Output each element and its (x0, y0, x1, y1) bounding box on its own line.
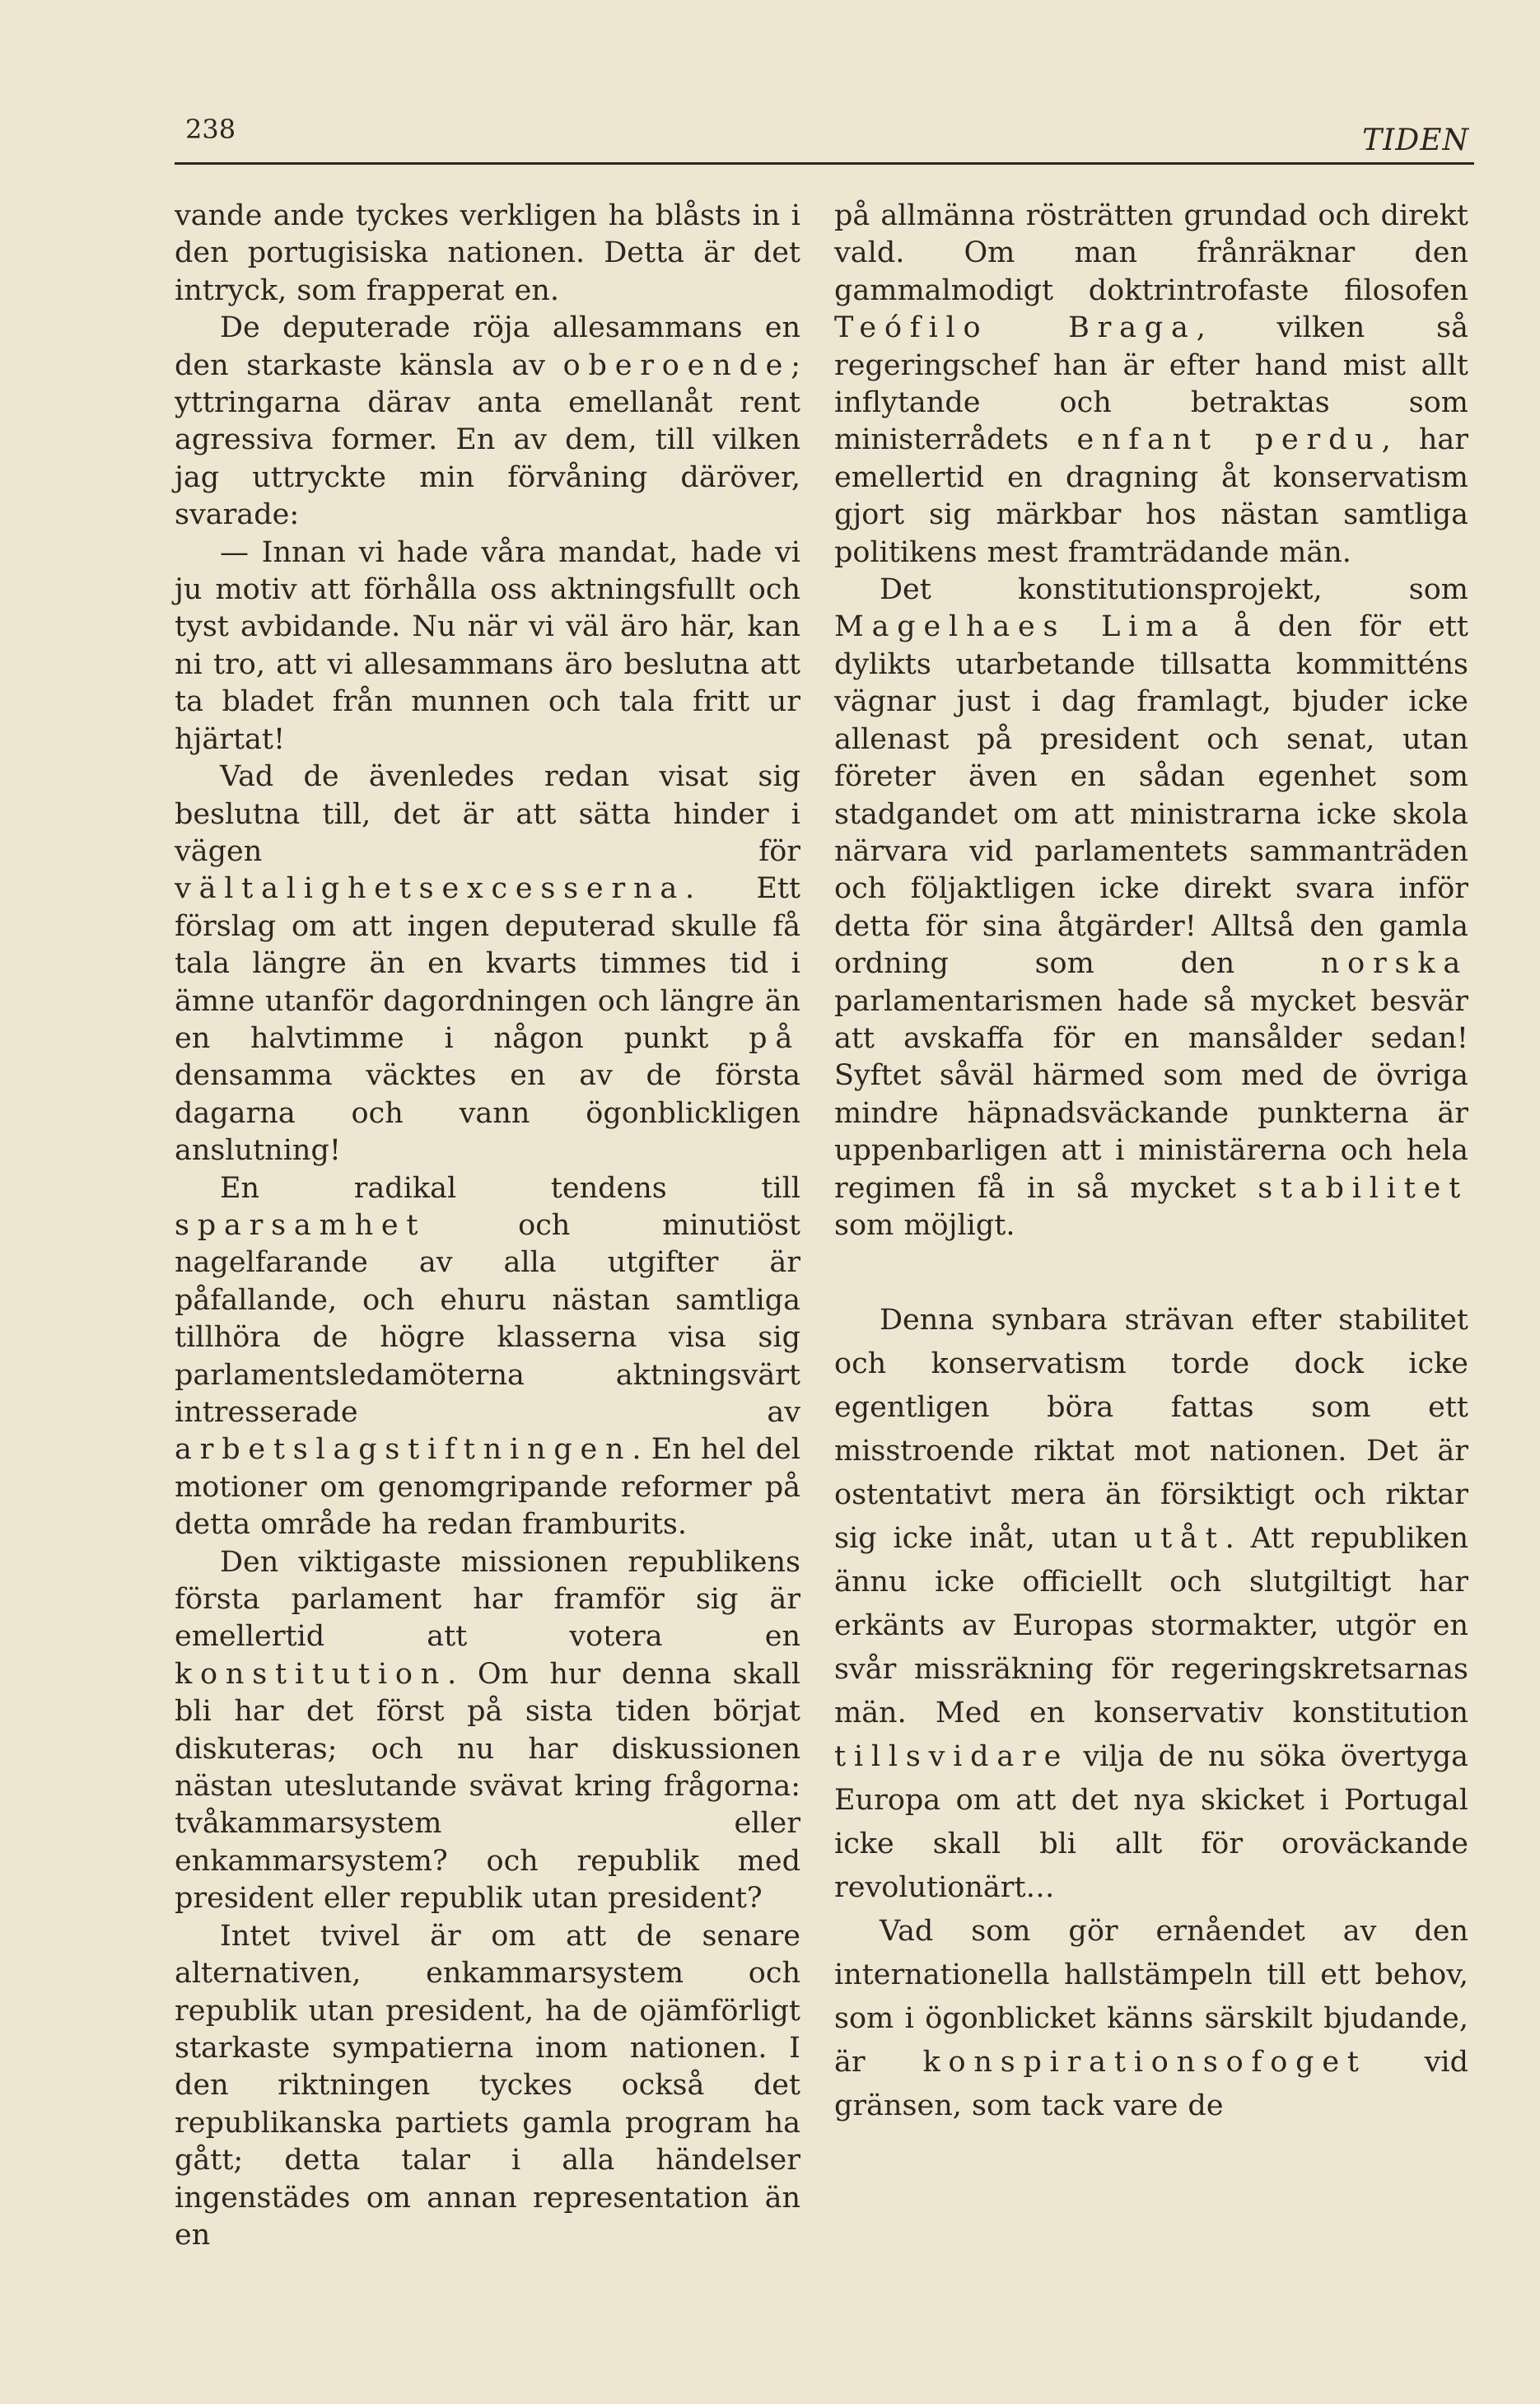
spaced-emphasis: Magelhaes Lima (834, 610, 1206, 644)
spaced-emphasis: oberoende (562, 348, 791, 382)
spaced-emphasis: vältalighetsexcesserna (175, 872, 685, 906)
spaced-emphasis: konstitution (175, 1657, 448, 1691)
text-run: ; yttringarna därav anta emellanåt rent agressiva former. En av dem, till vilken jag uttryckte min förvåning däröver, svarade: (175, 348, 800, 532)
right-text-column (834, 198, 1468, 2128)
spaced-emphasis: stabilitet (1258, 1171, 1468, 1205)
spaced-emphasis: Teófilo Braga (834, 311, 1197, 345)
text-run: som möjligt. (834, 1208, 1015, 1242)
left-text-column (175, 198, 800, 2254)
text-run: , vilken så regeringschef han är efter hand mist allt inflytande och betraktas som ministerrådets (834, 311, 1468, 457)
text-run: och minutiöst nagelfarande av alla utgifter är påfallande, och ehuru nästan samtliga tillhöra de högre klasserna visa sig parlamentsledamöterna aktningsvärt intresserade av (175, 1208, 800, 1429)
spaced-emphasis: konspirationsofoget (922, 2046, 1367, 2080)
text-run: . Om hur denna skall bli har det först på sista tiden börjat diskuteras; och nu har diskussionen nästan uteslutande svävat kring frågorna: tvåkammarsystem eller enkammarsystem? och republik med president eller republik utan president? (175, 1657, 800, 1916)
text-run: En radikal tendens till (220, 1171, 800, 1205)
text-run: parlamentarismen hade så mycket besvär att avskaffa för en mansålder sedan! Syftet såväl härmed som med de övriga mindre häpnadsväckande punkterna är uppenbarligen att i ministärerna och hela regimen få in så mycket (834, 984, 1468, 1205)
text-run: . En hel del motioner om genomgripande reformer på detta område ha redan framburits. (175, 1433, 800, 1542)
text-run: vilja de nu söka övertyga Europa om att det nya skicket i Portugal icke skall bli allt för oroväckande revolutionärt… (834, 1740, 1468, 1905)
spaced-emphasis: arbetslagstiftningen (175, 1433, 632, 1467)
paragraph (834, 1299, 1468, 1910)
text-run: Vad de ävenledes redan visat sig beslutna till, det är att sätta hinder i vägen för (175, 760, 800, 868)
spaced-emphasis: norska (1320, 947, 1468, 981)
spaced-emphasis: tillsvidare (834, 1740, 1070, 1774)
spaced-emphasis: på (749, 1021, 800, 1055)
text-run: Vad som gör ernåendet av den internationella hallstämpeln till ett behov, som i ögonblicket känns särskilt bjudande, är (834, 1915, 1468, 2080)
journal-title: TIDEN (1362, 124, 1469, 157)
page-number: 238 (185, 114, 236, 145)
paragraph (834, 198, 1468, 572)
paragraph (175, 310, 800, 534)
text-run: å den för ett dylikts utarbetande tillsatta kommitténs vägnar just i dag framlagt, bjuder icke allenast på president och senat, utan företer även en sådan egenhet som stadgandet om att ministrarna icke skola närvara vid parlamentets sammanträden och följaktligen icke direkt svara inför detta för sina åtgärder! Alltså den gamla ordning som den (834, 610, 1468, 981)
header-rule (175, 162, 1474, 165)
text-run: på allmänna rösträtten grundad och direkt vald. Om man frånräknar den gammalmodigt doktrintrofaste filosofen (834, 199, 1468, 307)
paragraph (834, 572, 1468, 1244)
paragraph (834, 1910, 1468, 2128)
text-run: Denna synbara strävan efter stabilitet och konservatism torde dock icke egentligen böra fattas som ett misstroende riktat mot nationen. Det är ostentativt mera än försiktigt och riktar sig icke inåt, utan (834, 1304, 1468, 1556)
spaced-emphasis: sparsamhet (175, 1208, 427, 1242)
text-run: vande ande tyckes verkligen ha blåsts in i den portugisiska nationen. Detta är det intryck, som frapperat en. (175, 199, 800, 307)
paragraph (175, 1170, 800, 1544)
spaced-emphasis: enfant perdu (1076, 423, 1382, 457)
paragraph (175, 759, 800, 1169)
text-run: . Ett förslag om att ingen deputerad skulle få tala längre än en kvarts timmes tid i ämne utanför dagordningen och längre än en halvtimme i någon punkt (175, 872, 800, 1055)
text-run: De deputerade röja allesammans en den starkaste känsla av (175, 311, 800, 382)
paragraph (175, 1918, 800, 2255)
paragraph (175, 1544, 800, 1918)
paragraph (175, 198, 800, 310)
text-run: vid gränsen, som tack vare de (834, 2046, 1468, 2123)
text-run: densamma väcktes en av de första dagarna och vann ögonblickligen anslutning! (175, 1059, 800, 1168)
text-run: Det konstitutionsprojekt, som (880, 573, 1468, 607)
text-run: Intet tvivel är om att de senare alternativen, enkammarsystem och republik utan president, ha de ojämförligt starkaste sympatierna inom nationen. I den riktningen tyckes också det republikanska partiets gamla program ha gått; detta talar i alla händelser ingenstädes om annan representation än en (175, 1919, 800, 2252)
paragraph (175, 534, 800, 759)
text-run: Den viktigaste missionen republikens första parlament har framför sig är emellertid att votera en (175, 1545, 800, 1654)
spaced-emphasis: utåt (1133, 1522, 1225, 1556)
text-run: . Att republiken ännu icke officiellt och slutgiltigt har erkänts av Europas stormakter, utgör en svår missräkning för regeringskretsarnas män. Med en konservativ konstitution (834, 1522, 1469, 1730)
text-run: — Innan vi hade våra mandat, hade vi ju motiv att förhålla oss aktningsfullt och tyst avbidande. Nu när vi väl äro här, kan ni tro, att vi allesammans äro beslutna att ta bladet från munnen och tala fritt ur hjärtat! (175, 535, 800, 756)
text-run: , har emellertid en dragning åt konservatism gjort sig märkbar hos nästan samtliga politikens mest framträdande män. (834, 423, 1468, 569)
page-header (0, 0, 1540, 173)
